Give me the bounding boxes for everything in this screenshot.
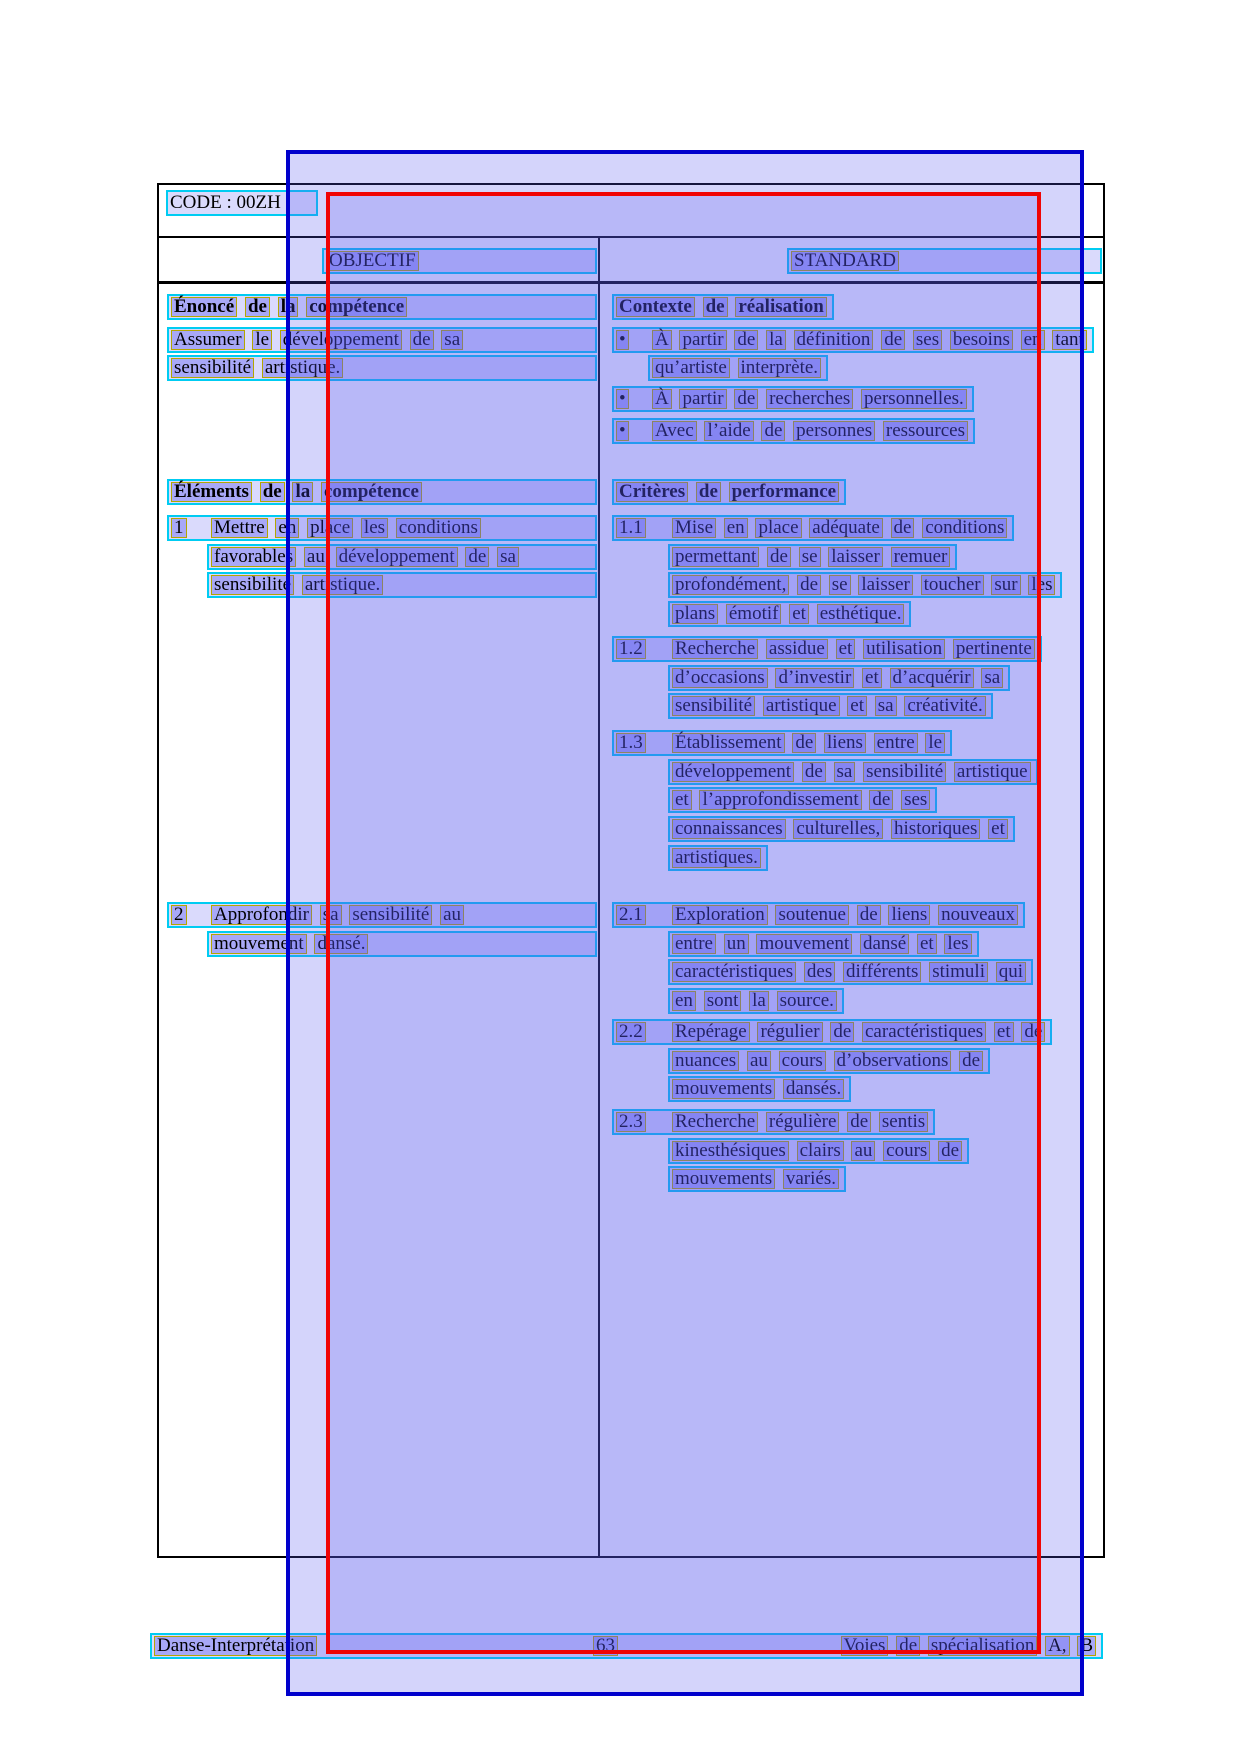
word-box: adéquate: [809, 518, 883, 538]
word-box: de: [869, 790, 893, 810]
text-line: [612, 515, 1014, 541]
text-line: [668, 816, 1015, 842]
word-box: Danse-Interprétation: [154, 1636, 317, 1656]
word-box: au: [304, 547, 328, 567]
word-box: ressources: [883, 421, 968, 441]
word-box: développement: [336, 547, 458, 567]
word-box: sentis: [879, 1112, 928, 1132]
text-line: [668, 787, 937, 813]
word-box: et: [994, 1022, 1014, 1042]
footer-doc-title: [154, 1636, 320, 1656]
word-box: mouvements: [672, 1169, 775, 1189]
word-box: d’observations: [834, 1051, 952, 1071]
word-box: sensibilité: [211, 575, 294, 595]
word-box: dansés.: [783, 1079, 844, 1099]
word-box: en: [1021, 330, 1045, 350]
word-box: interprète.: [738, 358, 822, 378]
item-number-box: 1.1: [616, 518, 646, 538]
text-line: [668, 845, 768, 871]
word-box: artistique.: [262, 358, 343, 378]
word-box: au: [747, 1051, 771, 1071]
word-box: besoins: [950, 330, 1013, 350]
word-box: et: [847, 696, 867, 716]
word-box: entre: [672, 934, 716, 954]
word-box: de: [703, 297, 728, 317]
word-box: dansé.: [314, 934, 368, 954]
word-box: de: [1021, 1022, 1045, 1042]
word-box: réalisation: [735, 297, 827, 317]
word-box: cours: [779, 1051, 826, 1071]
word-box: compétence: [306, 297, 407, 317]
item-number-box: 1.3: [616, 733, 646, 753]
word-box: toucher: [921, 575, 984, 595]
word-box: de: [465, 547, 489, 567]
text-line: [612, 636, 1042, 662]
footer-page-number: [593, 1636, 621, 1656]
word-box: de: [245, 297, 270, 317]
word-box: favorables: [211, 547, 296, 567]
word-box: clairs: [797, 1141, 844, 1161]
table-border-left: [157, 183, 159, 1558]
text-line: [668, 1166, 846, 1192]
word-box: sensibilité: [171, 358, 254, 378]
word-box: soutenue: [775, 905, 849, 925]
word-box: source.: [777, 991, 837, 1011]
word-box: de: [260, 482, 285, 502]
word-box: sensibilité: [863, 762, 946, 782]
text-line: [167, 515, 597, 541]
word-box: de: [802, 762, 826, 782]
table-rule-below-headers: [157, 281, 1105, 284]
word-box: Établissement: [672, 733, 785, 753]
word-box: de: [830, 1022, 854, 1042]
text-line: [612, 1109, 935, 1135]
word-box: la: [292, 482, 313, 502]
word-box: d’acquérir: [890, 668, 974, 688]
word-box: artistique.: [302, 575, 383, 595]
word-box: la: [749, 991, 769, 1011]
word-box: plans: [672, 604, 718, 624]
table-border-top: [157, 183, 1105, 185]
word-box: différents: [843, 962, 921, 982]
word-box: mouvements: [672, 1079, 775, 1099]
word-box: Recherche: [672, 639, 758, 659]
word-box: en: [724, 518, 748, 538]
word-box: de: [797, 575, 821, 595]
word-box: esthétique.: [817, 604, 905, 624]
word-box: au: [440, 905, 464, 925]
word-box: ses: [901, 790, 930, 810]
item-number-box: 2.2: [616, 1022, 646, 1042]
item-number-box: •: [616, 330, 629, 350]
word-box: partir: [679, 330, 726, 350]
word-box: stimuli: [929, 962, 988, 982]
word-box: se: [799, 547, 821, 567]
word-box: laisser: [858, 575, 913, 595]
word-box: tant: [1052, 330, 1087, 350]
word-box: pertinente: [953, 639, 1035, 659]
word-box: sensibilité: [672, 696, 755, 716]
word-box: d’investir: [775, 668, 854, 688]
text-line: [167, 902, 597, 928]
column-header-standard: [787, 248, 1102, 274]
word-box: se: [829, 575, 851, 595]
word-box: sont: [704, 991, 742, 1011]
word-box: le: [925, 733, 945, 753]
word-box: de: [891, 518, 915, 538]
word-box: l’approfondissement: [699, 790, 861, 810]
word-box: de: [767, 547, 791, 567]
word-box: nuances: [672, 1051, 739, 1071]
word-box: Avec: [652, 421, 697, 441]
word-box: personnelles.: [861, 389, 967, 409]
word-box: place: [755, 518, 801, 538]
column-header-objectif: [322, 248, 597, 274]
word-box: de: [847, 1112, 871, 1132]
section-heading: [167, 479, 597, 505]
item-number-box: 2: [171, 905, 187, 925]
word-box: Mise: [672, 518, 716, 538]
word-box: en: [672, 991, 696, 1011]
text-line: [668, 544, 957, 570]
word-box: sa: [875, 696, 897, 716]
text-line: [648, 355, 828, 381]
word-box: de: [938, 1141, 962, 1161]
word-box: les: [944, 934, 971, 954]
word-box: conditions: [922, 518, 1007, 538]
word-box: conditions: [396, 518, 481, 538]
text-line: [612, 1019, 1052, 1045]
word-box: développement: [672, 762, 794, 782]
word-box: et: [917, 934, 937, 954]
word-box: sa: [981, 668, 1003, 688]
word-box: et: [836, 639, 856, 659]
text-line: [668, 693, 993, 719]
word-box: liens: [824, 733, 866, 753]
text-line: [167, 355, 597, 381]
word-box: laisser: [828, 547, 883, 567]
word-box: de: [734, 330, 758, 350]
word-box: de: [857, 905, 881, 925]
word-box: créativité.: [904, 696, 985, 716]
word-box: qu’artiste: [652, 358, 730, 378]
table-border-right: [1103, 183, 1105, 1558]
item-number-box: 2.3: [616, 1112, 646, 1132]
word-box: au: [851, 1141, 875, 1161]
word-box: partir: [679, 389, 726, 409]
word-box: d’occasions: [672, 668, 768, 688]
word-box: développement: [280, 330, 402, 350]
word-box: ses: [913, 330, 942, 350]
word-box: OBJECTIF: [326, 251, 419, 271]
word-box: de: [792, 733, 816, 753]
word-box: 63: [593, 1636, 618, 1656]
word-box: variés.: [783, 1169, 839, 1189]
word-box: les: [1028, 575, 1055, 595]
item-number-box: 1.2: [616, 639, 646, 659]
word-box: profondément,: [672, 575, 789, 595]
word-box: l’aide: [704, 421, 753, 441]
section-heading: [612, 294, 834, 320]
text-line: [207, 544, 597, 570]
word-box: la: [766, 330, 786, 350]
word-box: la: [278, 297, 299, 317]
word-box: Assumer: [171, 330, 245, 350]
word-box: Recherche: [672, 1112, 758, 1132]
word-box: STANDARD: [791, 251, 899, 271]
text-line: [612, 730, 952, 756]
word-box: de: [959, 1051, 983, 1071]
word-box: compétence: [321, 482, 422, 502]
word-box: de: [881, 330, 905, 350]
word-box: À: [652, 330, 672, 350]
item-number-box: •: [616, 389, 629, 409]
word-box: sa: [441, 330, 463, 350]
word-box: artistique: [954, 762, 1031, 782]
word-box: personnes: [793, 421, 875, 441]
word-box: sa: [834, 762, 856, 782]
word-box: Éléments: [171, 482, 252, 502]
word-box: de: [896, 1636, 920, 1656]
word-box: et: [862, 668, 882, 688]
section-heading: [612, 479, 846, 505]
item-number-box: 2.1: [616, 905, 646, 925]
text-line: [668, 959, 1033, 985]
word-box: caractéristiques: [672, 962, 796, 982]
word-box: Contexte: [616, 297, 695, 317]
text-line: [668, 1138, 969, 1164]
code-label: CODE : 00ZH: [166, 190, 318, 216]
text-line: [612, 418, 975, 444]
word-box: dansé: [860, 934, 909, 954]
word-box: et: [789, 604, 809, 624]
word-box: performance: [729, 482, 839, 502]
word-box: sa: [497, 547, 519, 567]
footer-line-box: [150, 1633, 1103, 1659]
text-line: [668, 1076, 851, 1102]
word-box: de: [734, 389, 758, 409]
table-border-bottom: [157, 1556, 1105, 1558]
table-rule-below-code: [157, 236, 1105, 238]
word-box: les: [361, 518, 388, 538]
word-box: sa: [320, 905, 342, 925]
word-box: nouveaux: [938, 905, 1018, 925]
word-box: cours: [883, 1141, 930, 1161]
word-box: À: [652, 389, 672, 409]
word-box: sensibilité: [349, 905, 432, 925]
text-line: [612, 902, 1025, 928]
word-box: et: [988, 819, 1008, 839]
text-line: [668, 572, 1062, 598]
word-box: Exploration: [672, 905, 768, 925]
word-box: Énoncé: [171, 297, 237, 317]
item-number-box: 1: [171, 518, 187, 538]
word-box: de: [410, 330, 434, 350]
word-box: permettant: [672, 547, 759, 567]
word-box: de: [696, 482, 721, 502]
text-line: [668, 988, 844, 1014]
word-box: et: [672, 790, 692, 810]
word-box: utilisation: [863, 639, 945, 659]
text-line: [612, 327, 1094, 353]
word-box: émotif: [726, 604, 782, 624]
word-box: le: [252, 330, 272, 350]
text-line: [668, 931, 979, 957]
word-box: mouvement: [756, 934, 852, 954]
word-box: mouvement: [211, 934, 307, 954]
word-box: artistiques.: [672, 848, 761, 868]
section-heading: [167, 294, 597, 320]
word-box: régulier: [757, 1022, 822, 1042]
word-box: sur: [991, 575, 1020, 595]
word-box: qui: [996, 962, 1026, 982]
word-box: Voies: [841, 1636, 889, 1656]
word-box: artistique: [763, 696, 840, 716]
item-number-box: •: [616, 421, 629, 441]
word-box: historiques: [891, 819, 980, 839]
text-line: [612, 386, 974, 412]
word-box: caractéristiques: [862, 1022, 986, 1042]
word-box: Mettre: [211, 518, 268, 538]
word-box: liens: [888, 905, 930, 925]
word-box: assidue: [766, 639, 828, 659]
word-box: un: [724, 934, 749, 954]
word-box: B: [1077, 1636, 1096, 1656]
word-box: recherches: [766, 389, 853, 409]
table-column-divider: [598, 236, 600, 1558]
word-box: Approfondir: [211, 905, 312, 925]
word-box: culturelles,: [793, 819, 883, 839]
text-line: [668, 759, 1038, 785]
word-box: connaissances: [672, 819, 786, 839]
word-box: entre: [874, 733, 918, 753]
word-box: de: [761, 421, 785, 441]
text-line: [668, 601, 911, 627]
footer-edition: [841, 1636, 1099, 1656]
word-box: Repérage: [672, 1022, 750, 1042]
word-box: des: [804, 962, 835, 982]
word-box: spécialisation: [928, 1636, 1037, 1656]
word-box: A,: [1045, 1636, 1069, 1656]
word-box: régulière: [766, 1112, 840, 1132]
word-box: en: [275, 518, 299, 538]
word-box: kinesthésiques: [672, 1141, 789, 1161]
word-box: remuer: [891, 547, 951, 567]
word-box: place: [307, 518, 353, 538]
text-line: [207, 931, 597, 957]
text-line: [207, 572, 597, 598]
word-box: définition: [794, 330, 874, 350]
text-line: [167, 327, 597, 353]
text-line: [668, 1048, 990, 1074]
word-box: Critères: [616, 482, 688, 502]
text-line: [668, 665, 1010, 691]
